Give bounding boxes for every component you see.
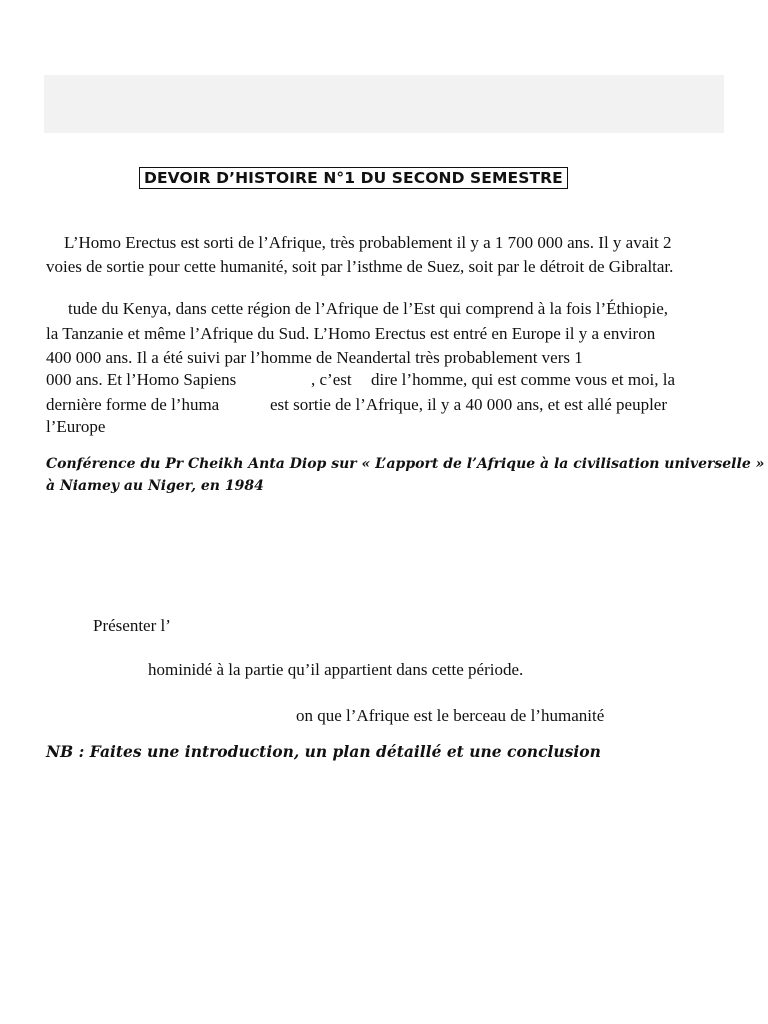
instruction-line2: hominidé à la partie qu’il appartient dans cette période. <box>148 660 524 679</box>
citation-line1: Conférence du Pr Cheikh Anta Diop sur « L’apport de l’Afrique à la civilisation universelle » <box>46 456 765 472</box>
paragraph2-line4a: 000 ans. Et l’Homo Sapiens <box>46 370 237 389</box>
header-band <box>44 75 724 133</box>
paragraph2-line6: l’Europe <box>46 417 106 436</box>
instruction-line3: on que l’Afrique est le berceau de l’humanité <box>296 706 605 725</box>
paragraph2-line2: la Tanzanie et même l’Afrique du Sud. L’Homo Erectus est entré en Europe il y a environ <box>46 324 656 343</box>
citation-line2: à Niamey au Niger, en 1984 <box>46 478 264 494</box>
paragraph2-line4c: dire l’homme, qui est comme vous et moi, la <box>371 370 676 389</box>
instruction-line1: Présenter l’ <box>93 616 171 635</box>
paragraph2-line3: 400 000 ans. Il a été suivi par l’homme de Neandertal très probablement vers 1 <box>46 348 583 367</box>
paragraph2-line5b: est sortie de l’Afrique, il y a 40 000 ans, et est allé peupler <box>270 395 668 414</box>
paragraph2-line5a: dernière forme de l’huma <box>46 395 220 414</box>
document-title: DEVOIR D’HISTOIRE N°1 DU SECOND SEMESTRE <box>139 167 568 189</box>
paragraph2-line4b: , c’est <box>311 370 352 389</box>
paragraph1-line1: L’Homo Erectus est sorti de l’Afrique, très probablement il y a 1 700 000 ans. Il y avait 2 <box>64 233 672 252</box>
nb-note: NB : Faites une introduction, un plan détaillé et une conclusion <box>46 742 601 761</box>
paragraph2-line1: tude du Kenya, dans cette région de l’Afrique de l’Est qui comprend à la fois l’Éthiopie, <box>68 299 669 318</box>
paragraph1-line2: voies de sortie pour cette humanité, soit par l’isthme de Suez, soit par le détroit de Gibraltar. <box>46 257 674 276</box>
